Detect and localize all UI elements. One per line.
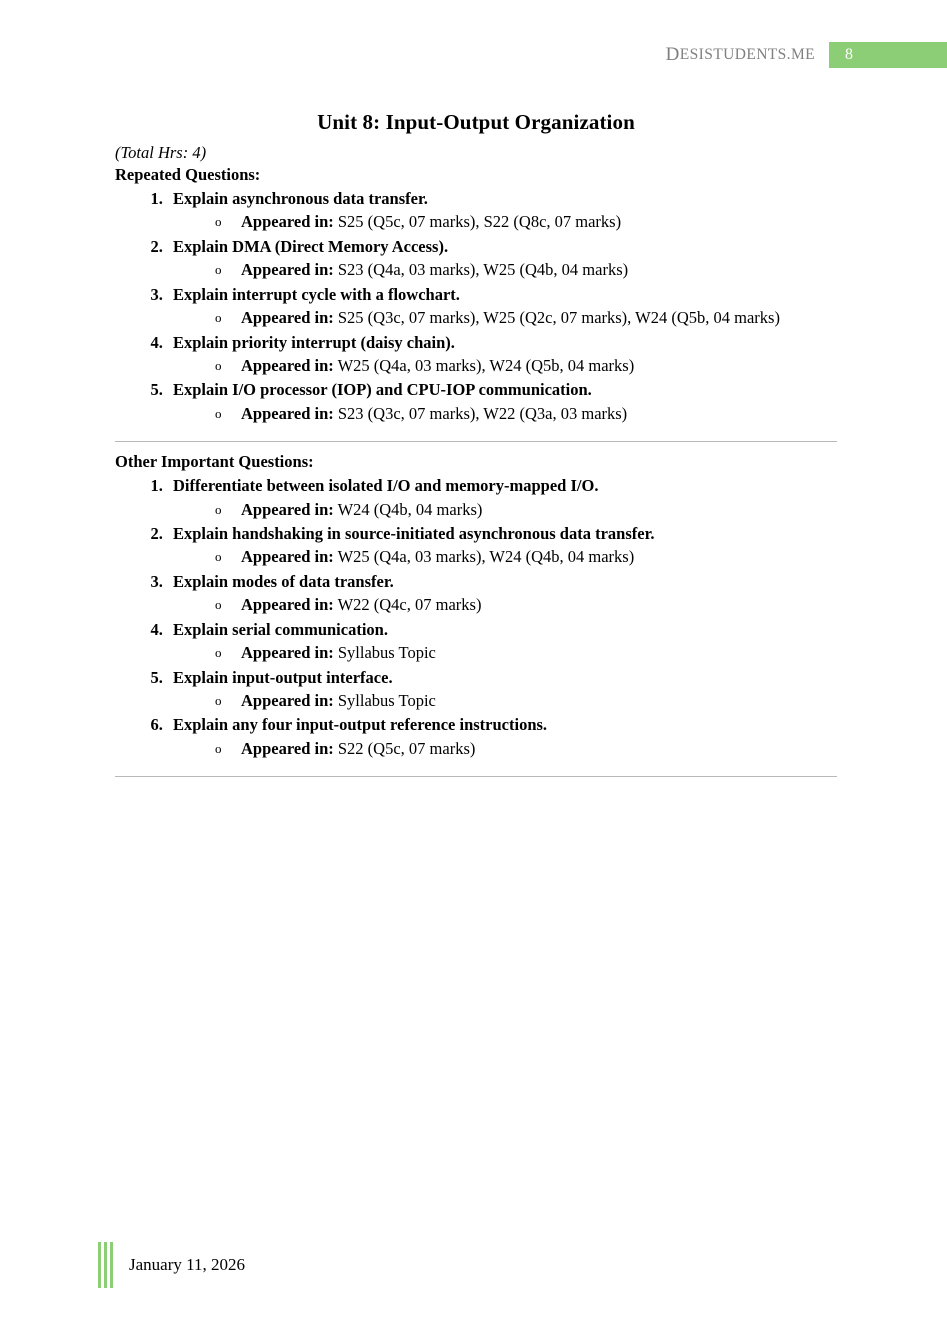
appeared-sublist bbox=[173, 689, 837, 712]
appeared-value: S25 (Q5c, 07 marks), S22 (Q8c, 07 marks) bbox=[337, 212, 622, 232]
appeared-label: Appeared in: bbox=[241, 691, 334, 711]
section-divider bbox=[115, 441, 837, 442]
appeared-sublist bbox=[173, 737, 837, 760]
appeared-value: S25 (Q3c, 07 marks), W25 (Q2c, 07 marks), W24 (Q5b, 04 marks) bbox=[337, 308, 780, 328]
list-item bbox=[167, 187, 837, 234]
footer-bar bbox=[98, 1242, 101, 1288]
appeared-item bbox=[215, 737, 837, 760]
bottom-divider bbox=[115, 776, 837, 777]
appeared-sublist bbox=[173, 545, 837, 568]
list-item bbox=[167, 378, 837, 425]
appeared-item bbox=[215, 689, 837, 712]
page-number: 8 bbox=[845, 46, 853, 63]
other-questions-heading: Other Important Questions: bbox=[115, 452, 314, 472]
page-number-badge bbox=[829, 42, 947, 68]
question-text: Explain asynchronous data transfer. bbox=[173, 189, 428, 208]
question-text: Explain handshaking in source-initiated asynchronous data transfer. bbox=[173, 524, 655, 544]
appeared-value: S22 (Q5c, 07 marks) bbox=[337, 738, 476, 758]
appeared-value: W22 (Q4c, 07 marks) bbox=[337, 595, 482, 615]
appeared-item bbox=[215, 498, 837, 521]
appeared-item bbox=[215, 258, 837, 281]
question-text: Explain I/O processor (IOP) and CPU-IOP communication. bbox=[173, 380, 592, 400]
appeared-label: Appeared in: bbox=[241, 355, 334, 375]
appeared-value: W25 (Q4a, 03 marks), W24 (Q5b, 04 marks) bbox=[337, 355, 635, 375]
appeared-value: S23 (Q4a, 03 marks), W25 (Q4b, 04 marks) bbox=[337, 260, 629, 280]
appeared-value: S23 (Q3c, 07 marks), W22 (Q3a, 03 marks) bbox=[337, 403, 628, 423]
other-questions-list bbox=[115, 474, 837, 760]
appeared-label: Appeared in: bbox=[241, 403, 334, 423]
appeared-value: W25 (Q4a, 03 marks), W24 (Q4b, 04 marks) bbox=[337, 547, 635, 567]
repeated-questions-heading: Repeated Questions: bbox=[115, 165, 261, 184]
footer-bar bbox=[110, 1242, 113, 1288]
question-text: Explain interrupt cycle with a flowchart. bbox=[173, 284, 460, 304]
appeared-item bbox=[215, 306, 837, 329]
question-text: Explain priority interrupt (daisy chain). bbox=[173, 332, 455, 352]
appeared-sublist bbox=[173, 258, 837, 281]
list-item bbox=[167, 570, 837, 617]
appeared-label: Appeared in: bbox=[241, 260, 334, 280]
question-text: Explain input-output interface. bbox=[173, 667, 393, 687]
appeared-label: Appeared in: bbox=[241, 499, 334, 519]
repeated-questions-list bbox=[115, 187, 837, 425]
footer-bars-decoration bbox=[98, 1242, 113, 1288]
appeared-value: Syllabus Topic bbox=[337, 643, 436, 663]
appeared-value: Syllabus Topic bbox=[337, 691, 436, 711]
appeared-sublist bbox=[173, 306, 837, 329]
list-item bbox=[167, 474, 837, 521]
appeared-value: W24 (Q4b, 04 marks) bbox=[337, 499, 483, 519]
footer-bar bbox=[104, 1242, 107, 1288]
appeared-sublist bbox=[173, 498, 837, 521]
page-footer bbox=[98, 1242, 245, 1288]
appeared-label: Appeared in: bbox=[241, 308, 334, 328]
appeared-item bbox=[215, 354, 837, 377]
appeared-label: Appeared in: bbox=[241, 643, 334, 663]
appeared-label: Appeared in: bbox=[241, 595, 334, 615]
list-item bbox=[167, 522, 837, 569]
brand-initial: D bbox=[665, 44, 680, 65]
appeared-label: Appeared in: bbox=[241, 738, 334, 758]
appeared-item bbox=[215, 545, 837, 568]
document-content bbox=[115, 110, 837, 787]
appeared-sublist bbox=[173, 402, 837, 425]
list-item bbox=[167, 666, 837, 713]
appeared-item bbox=[215, 641, 837, 664]
footer-date: January 11, 2026 bbox=[129, 1255, 245, 1274]
question-text: Explain DMA (Direct Memory Access). bbox=[173, 236, 449, 256]
page-title: Unit 8: Input-Output Organization bbox=[317, 110, 635, 134]
appeared-sublist bbox=[173, 354, 837, 377]
question-text: Explain any four input-output reference instructions. bbox=[173, 715, 548, 735]
brand-name: ESISTUDENTS.ME bbox=[679, 46, 815, 63]
appeared-label: Appeared in: bbox=[241, 547, 334, 567]
list-item bbox=[167, 618, 837, 665]
appeared-sublist bbox=[173, 593, 837, 616]
appeared-label: Appeared in: bbox=[241, 212, 334, 232]
appeared-item bbox=[215, 593, 837, 616]
question-text: Explain serial communication. bbox=[173, 619, 388, 639]
site-brand bbox=[666, 42, 829, 68]
list-item bbox=[167, 235, 837, 282]
list-item bbox=[167, 331, 837, 378]
appeared-sublist bbox=[173, 210, 837, 233]
appeared-item bbox=[215, 402, 837, 425]
appeared-item bbox=[215, 210, 837, 233]
page-header bbox=[666, 42, 947, 68]
question-text: Explain modes of data transfer. bbox=[173, 571, 394, 591]
total-hours: (Total Hrs: 4) bbox=[115, 143, 207, 162]
list-item bbox=[167, 713, 837, 760]
question-text: Differentiate between isolated I/O and memory-mapped I/O. bbox=[173, 476, 599, 496]
list-item bbox=[167, 283, 837, 330]
appeared-sublist bbox=[173, 641, 837, 664]
